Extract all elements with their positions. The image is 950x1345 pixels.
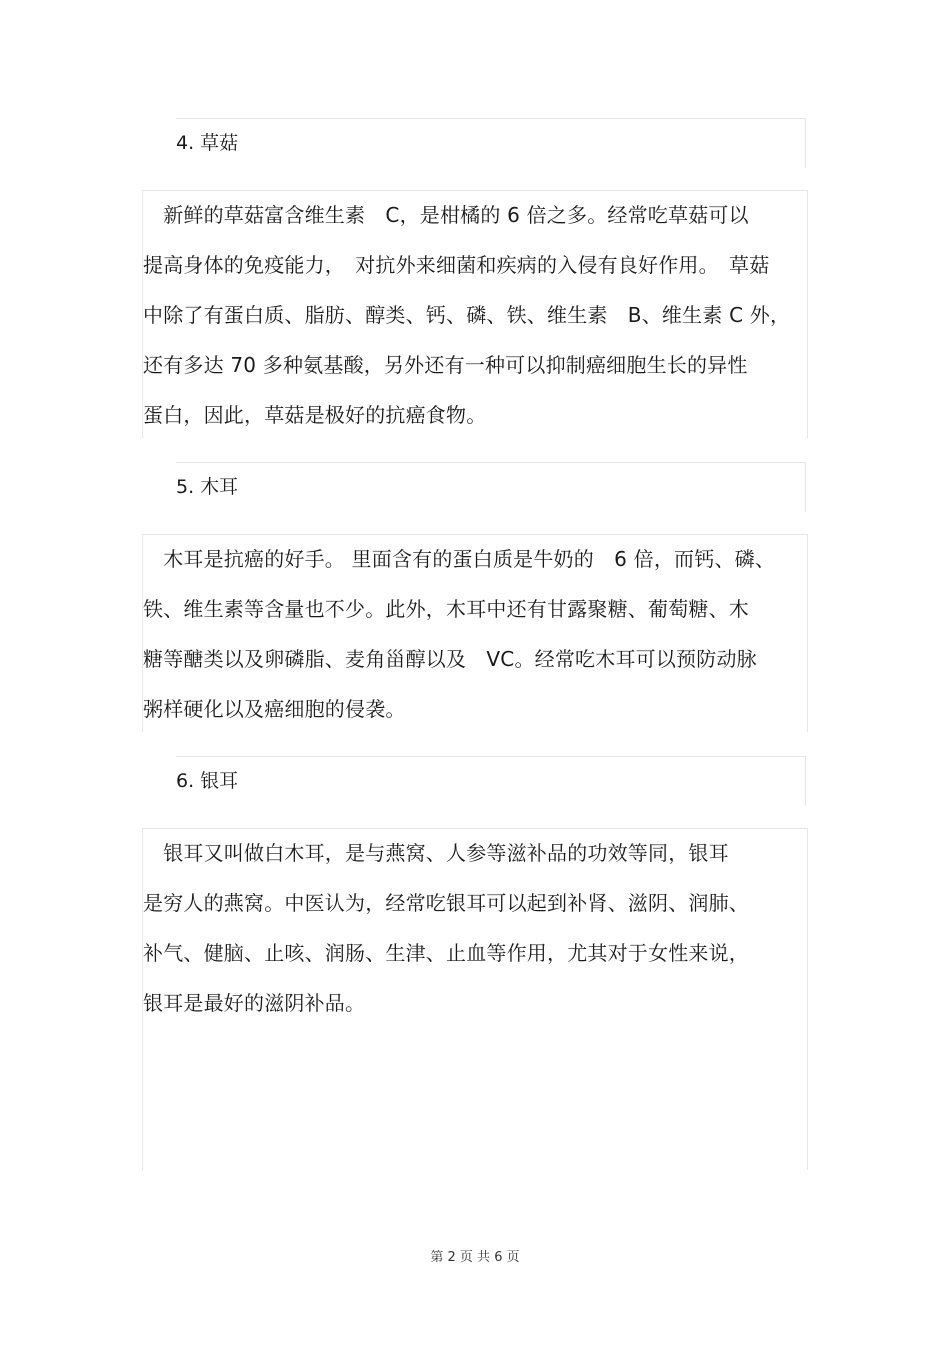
- paragraph-line: 还有多达 70 多种氨基酸，另外还有一种可以抑制癌细胞生长的异性: [143, 353, 748, 377]
- paragraph-line: 铁、维生素等含量也不少。此外，木耳中还有甘露聚糖、葡萄糖、木: [143, 597, 749, 621]
- paragraph-line: 蛋白，因此，草菇是极好的抗癌食物。: [143, 403, 487, 427]
- paragraph-line: 粥样硬化以及癌细胞的侵袭。: [143, 697, 406, 721]
- paragraph-line: 提高身体的免疫能力， 对抗外来细菌和疾病的入侵有良好作用。 草菇: [143, 253, 770, 277]
- section-heading: 5. 木耳: [176, 476, 239, 498]
- section-paragraph: [142, 534, 808, 732]
- paragraph-line: 是穷人的燕窝。中医认为，经常吃银耳可以起到补肾、滋阴、润肺、: [143, 891, 749, 915]
- paragraph-line: 新鲜的草菇富含维生素 C，是柑橘的 6 倍之多。经常吃草菇可以: [143, 203, 749, 227]
- section-heading-box: [176, 756, 806, 806]
- paragraph-line: 中除了有蛋白质、脂肪、醇类、钙、磷、铁、维生素 B、维生素 C 外，: [143, 303, 791, 327]
- paragraph-line: 银耳又叫做白木耳，是与燕窝、人参等滋补品的功效等同，银耳: [143, 841, 729, 865]
- paragraph-line: 木耳是抗癌的好手。 里面含有的蛋白质是牛奶的 6 倍，而钙、磷、: [143, 547, 776, 571]
- section-heading: 4. 草菇: [176, 132, 239, 154]
- section-paragraph: [142, 190, 808, 438]
- section-heading: 6. 银耳: [176, 770, 239, 792]
- section-heading-box: [176, 462, 806, 512]
- page-footer: 第 2 页 共 6 页: [430, 1250, 520, 1265]
- section-heading-box: [176, 118, 806, 168]
- section-paragraph: [142, 828, 808, 1170]
- paragraph-line: 糖等醣类以及卵磷脂、麦角甾醇以及 VC。经常吃木耳可以预防动脉: [143, 647, 757, 671]
- paragraph-line: 银耳是最好的滋阴补品。: [143, 991, 366, 1015]
- paragraph-line: 补气、健脑、止咳、润肠、生津、止血等作用，尤其对于女性来说，: [143, 941, 749, 965]
